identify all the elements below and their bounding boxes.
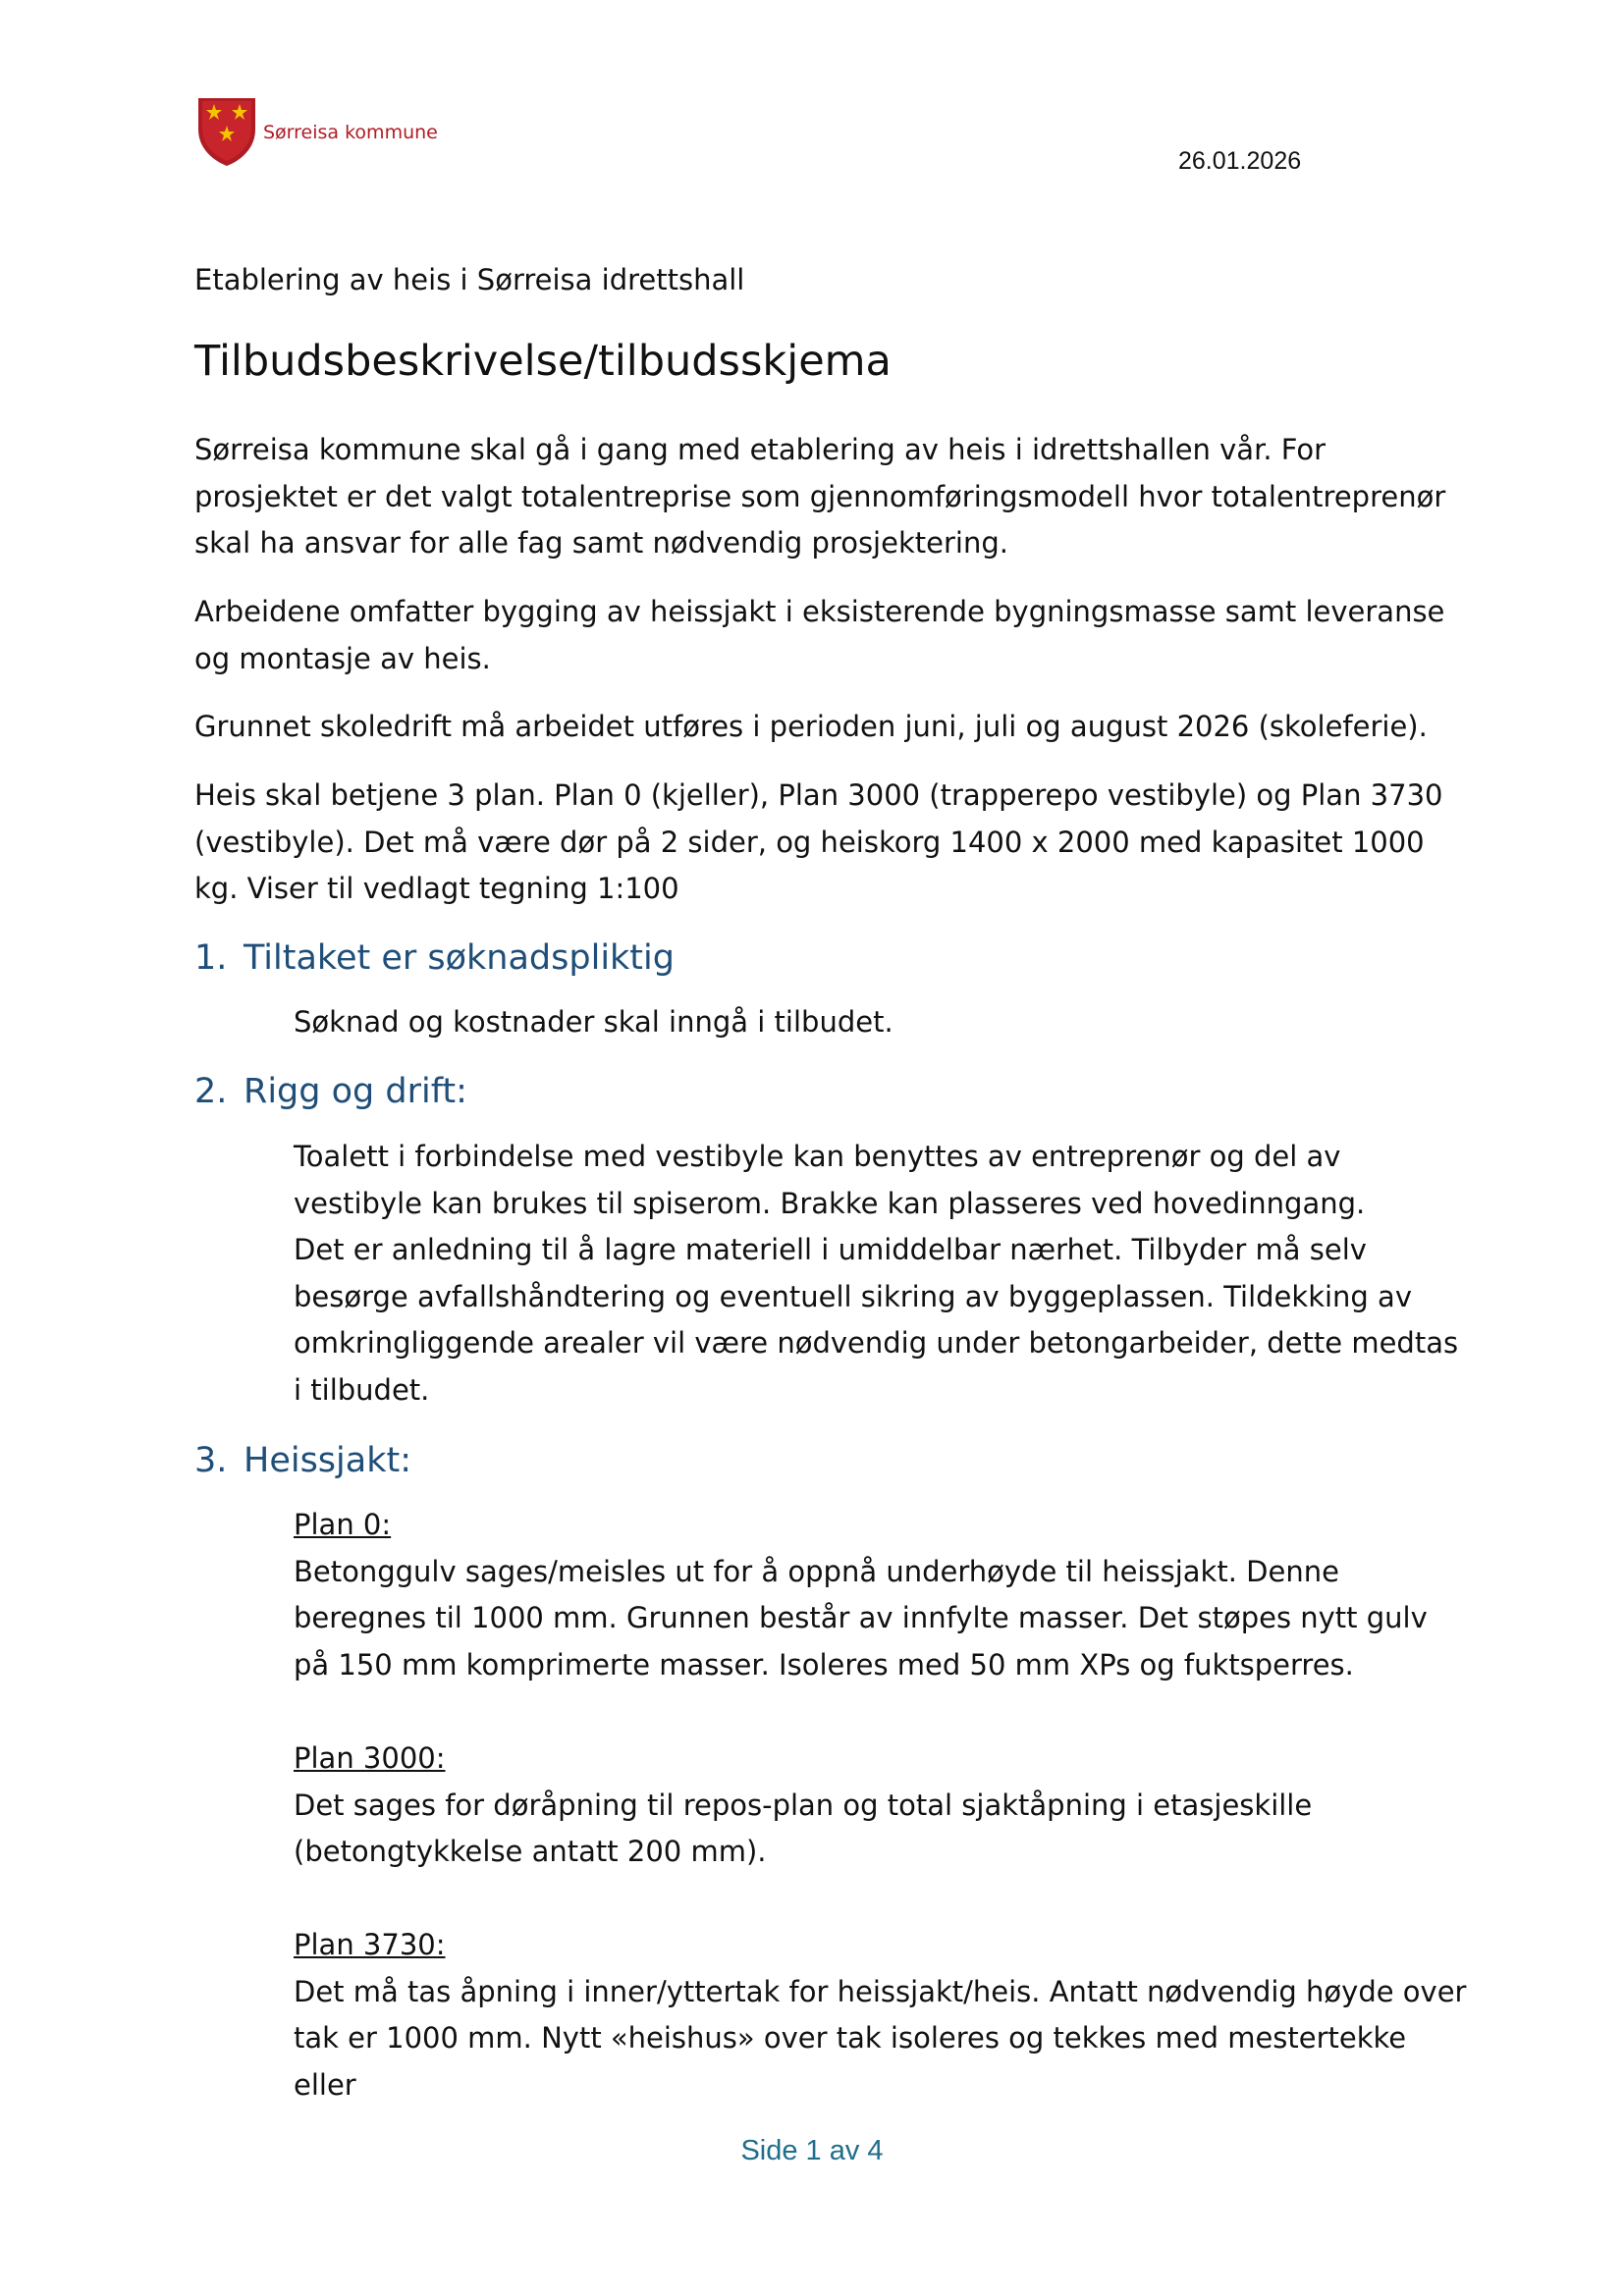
section-number: 2. xyxy=(194,1072,228,1111)
intro-paragraph: Arbeidene omfatter bygging av heissjakt i eksisterende bygningsmasse samt leveranse og montasje av heis. xyxy=(194,595,1445,675)
section-body xyxy=(294,1134,1472,1414)
section-title: Rigg og drift: xyxy=(244,1072,467,1111)
intro-paragraph: Sørreisa kommune skal gå i gang med etablering av heis i idrettshallen vår. For prosjektet er det valgt totalentreprise som gjennomføringsmodell hvor totalentreprenør skal ha ansvar for alle fag samt nødvendig prosjektering. xyxy=(194,433,1446,560)
subsection xyxy=(294,1502,1472,1688)
intro-paragraph: Grunnet skoledrift må arbeidet utføres i perioden juni, juli og august 2026 (skoleferie). xyxy=(194,710,1428,743)
municipality-logo xyxy=(196,96,452,167)
page-number: Side 1 av 4 xyxy=(740,2135,884,2166)
subsection-text: Betonggulv sages/meisles ut for å oppnå underhøyde til heissjakt. Denne beregnes til 1000 mm. Grunnen består av innfylte masser. Det støpes nytt gulv på 150 mm komprimerte masser. Isoleres med 50 mm XPs og fuktsperres. xyxy=(294,1554,1428,1682)
section-paragraph: Søknad og kostnader skal inngå i tilbudet. xyxy=(294,1005,893,1039)
subsection xyxy=(294,1922,1472,2109)
section-title: Heissjakt: xyxy=(244,1441,412,1480)
section-number: 3. xyxy=(194,1441,228,1480)
document-title: Tilbudsbeskrivelse/tilbudsskjema xyxy=(194,337,892,386)
subsection-text: Det sages for døråpning til repos-plan og total sjaktåpning i etasjeskille (betongtykkelse antatt 200 mm). xyxy=(294,1788,1313,1868)
subsection-label: Plan 3000: xyxy=(294,1741,446,1775)
document-date: 26.01.2026 xyxy=(1178,147,1302,175)
coat-of-arms-icon xyxy=(196,96,257,167)
intro-paragraph: Heis skal betjene 3 plan. Plan 0 (kjeller), Plan 3000 (trapperepo vestibyle) og Plan 3730 (vestibyle). Det må være dør på 2 sider, og heiskorg 1400 x 2000 med kapasitet 1000 kg. Viser til vedlagt tegning 1:100 xyxy=(194,778,1443,905)
subsection-label: Plan 0: xyxy=(294,1508,392,1541)
section-paragraph: Det er anledning til å lagre materiell i umiddelbar nærhet. Tilbyder må selv besørge avfallshåndtering og eventuell sikring av byggeplassen. Tildekking av omkringliggende arealer vil være nødvendig under betongarbeider, dette medtas i tilbudet. xyxy=(294,1233,1459,1407)
section-title: Tiltaket er søknadspliktig xyxy=(244,938,675,978)
section-heading xyxy=(194,1072,467,1111)
subsection-label: Plan 3730: xyxy=(294,1928,446,1961)
subsection-text: Det må tas åpning i inner/yttertak for heissjakt/heis. Antatt nødvendig høyde over tak er 1000 mm. Nytt «heishus» over tak isoleres og tekkes med mestertekke eller xyxy=(294,1974,1467,2102)
municipality-name: Sørreisa kommune xyxy=(263,122,438,143)
section-heading xyxy=(194,938,675,978)
document-subject: Etablering av heis i Sørreisa idrettshall xyxy=(194,263,745,296)
subsection xyxy=(294,1735,1472,1876)
section-heading xyxy=(194,1441,411,1480)
section-paragraph: Toalett i forbindelse med vestibyle kan benyttes av entreprenør og del av vestibyle kan brukes til spiserom. Brakke kan plasseres ved hovedinngang. xyxy=(294,1140,1366,1220)
section-number: 1. xyxy=(194,938,228,978)
